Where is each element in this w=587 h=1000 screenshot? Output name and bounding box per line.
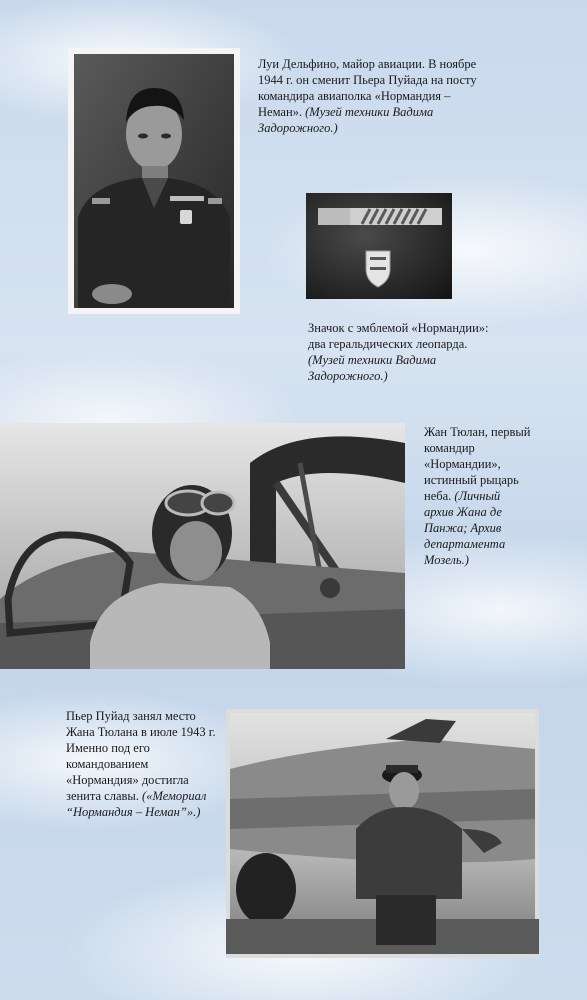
caption-delfino-text: Луи Дельфино, майор авиации. В ноябре 1944 г. он сменит Пьера Пуйада на посту командира авиаполка «Нормандия – Неман». <box>258 57 477 119</box>
photo-delfino-portrait <box>68 48 240 314</box>
photo-delfino-image <box>68 48 240 314</box>
photo-tulasne-image <box>0 423 405 669</box>
photo-pouyade-aircraft <box>226 709 539 958</box>
caption-badge <box>308 320 503 384</box>
photo-tulasne-cockpit <box>0 423 405 669</box>
photo-badge-closeup <box>306 193 452 299</box>
caption-pouyade <box>66 708 216 820</box>
photo-pouyade-image <box>226 709 539 958</box>
caption-delfino <box>258 56 483 136</box>
caption-delfino-source: (Музей техники Вадима Задорожного.) <box>258 105 434 135</box>
caption-tulasne-text: Жан Тюлан, первый командир «Нормандии», истинный рыцарь неба. <box>424 425 531 503</box>
caption-pouyade-source: («Мемориал “Нормандия – Неман”».) <box>66 789 207 819</box>
caption-tulasne-source: (Личный архив Жана де Панжа; Архив департамента Мозель.) <box>424 489 506 567</box>
caption-badge-source: (Музей техники Вадима Задорожного.) <box>308 353 437 383</box>
photo-badge-image <box>306 193 452 299</box>
caption-tulasne <box>424 424 532 568</box>
caption-pouyade-text: Пьер Пуйад занял место Жана Тюлана в июле 1943 г. Именно под его командованием «Нормандия» достигла зенита славы. <box>66 709 216 803</box>
caption-badge-text: Значок с эмблемой «Нормандии»: два геральдических леопарда. <box>308 321 489 351</box>
